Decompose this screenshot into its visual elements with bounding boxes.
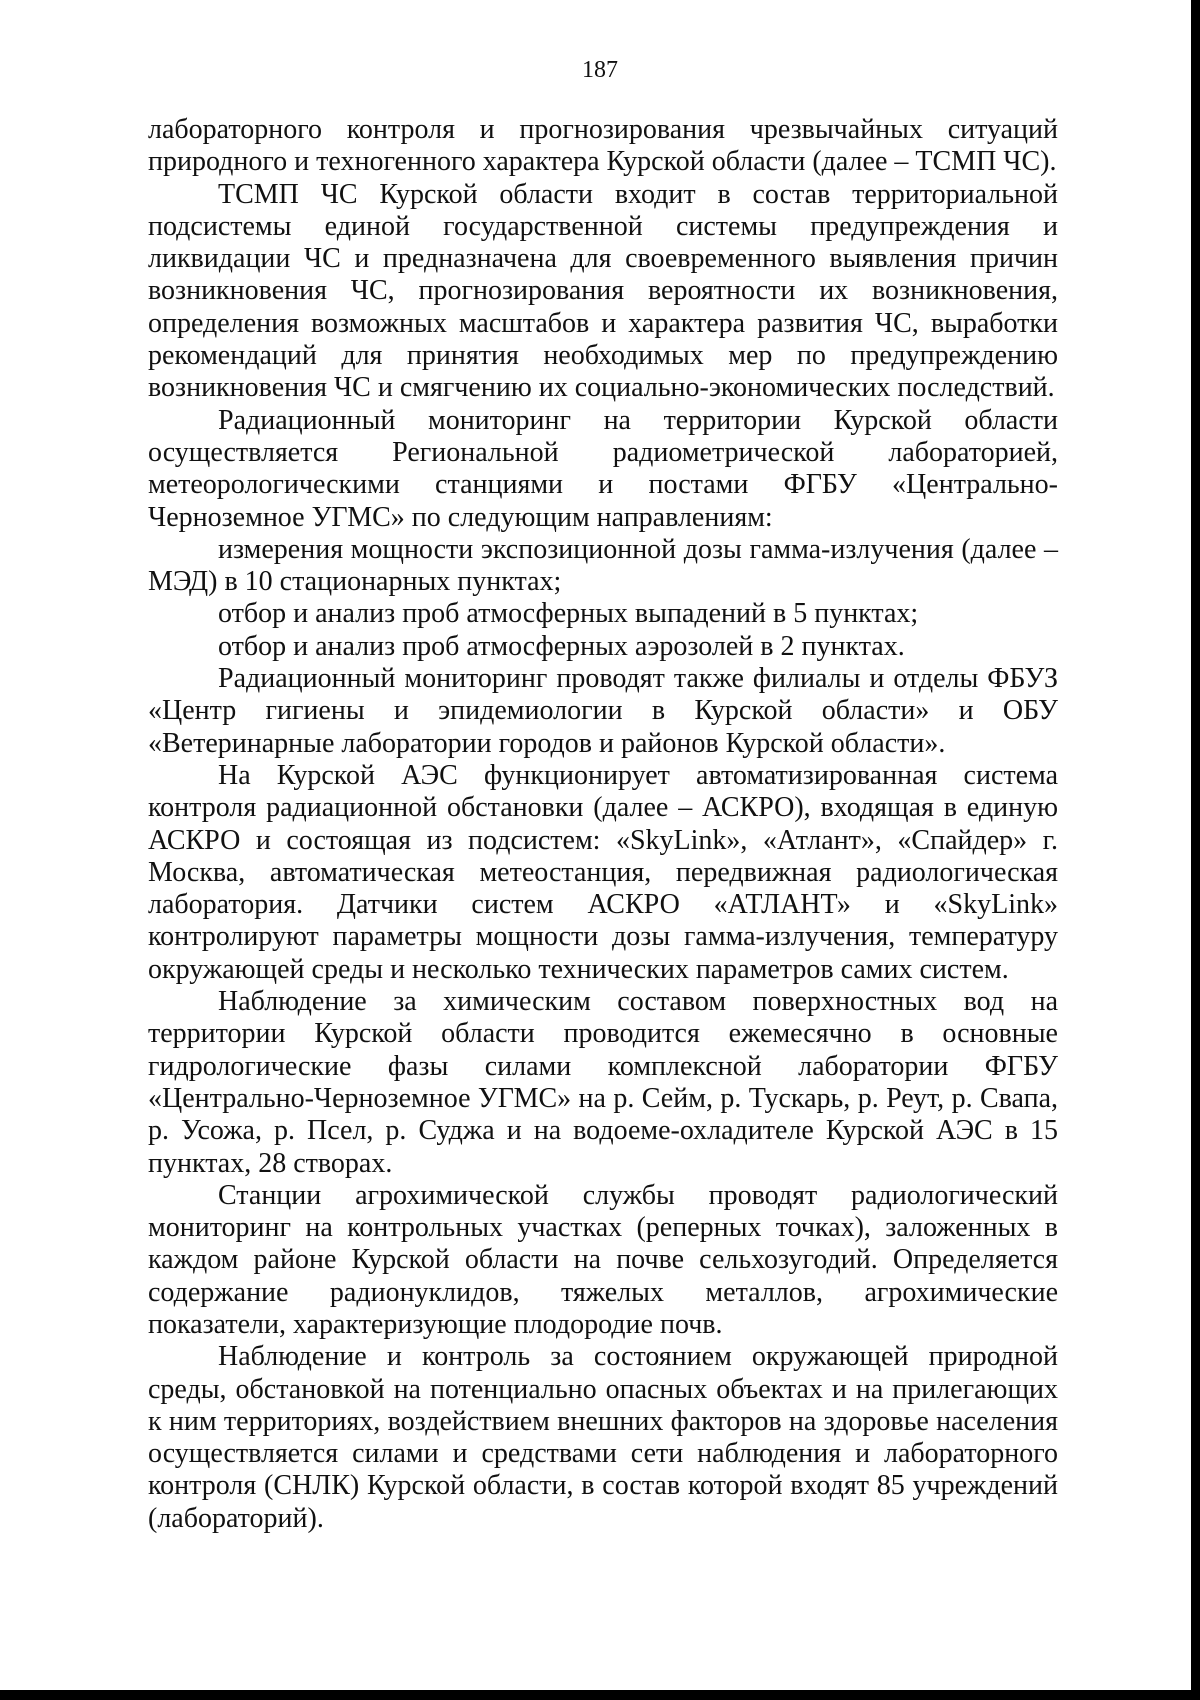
paragraph-list-item-aerosols: отбор и анализ проб атмосферных аэрозолей в 2 пунктах. bbox=[218, 630, 905, 662]
paragraph-tsmp-description: ТСМП ЧС Курской области входит в состав территориальной подсистемы единой государственной системы предупреждения и ликвидации ЧС и предназначена для своевременного выявления причин возникновения ЧС, прогнозирования вероятности их возникновения, определения возможных масштабов и характера развития ЧС, выработки рекомендаций для принятия необходимых мер по предупреждению возникновения ЧС и смягчению их социально-экономических последствий. bbox=[148, 178, 1058, 404]
page-number: 187 bbox=[582, 57, 618, 83]
paragraph-surface-water: Наблюдение за химическим составом поверхностных вод на территории Курской области проводится ежемесячно в основные гидрологические фазы силами комплексной лаборатории ФГБУ «Центрально-Черноземное УГМС» на р. Сейм, р. Тускарь, р. Реут, р. Свапа, р. Усожа, р. Псел, р. Суджа и на водоеме-охладителе Курской АЭС в 15 пунктах, 28 створах. bbox=[148, 986, 1058, 1179]
scan-border-bottom bbox=[0, 1690, 1200, 1700]
paragraph-radiation-monitoring-intro: Радиационный мониторинг на территории Курской области осуществляется Региональной радиометрической лабораторией, метеорологическими станциями и постами ФГБУ «Центрально-Черноземное УГМС» по следующим направлениям: bbox=[148, 404, 1058, 533]
paragraph-radiation-monitoring-branches: Радиационный мониторинг проводят также филиалы и отделы ФБУЗ «Центр гигиены и эпидемиологии в Курской области» и ОБУ «Ветеринарные лаборатории городов и районов Курской области». bbox=[148, 663, 1058, 759]
paragraph-agrochemical: Станции агрохимической службы проводят радиологический мониторинг на контрольных участках (реперных точках), заложенных в каждом районе Курской области на почве сельхозугодий. Определяется содержание радионуклидов, тяжелых металлов, агрохимические показатели, характеризующие плодородие почв. bbox=[148, 1179, 1058, 1340]
paragraph-list-item-fallout: отбор и анализ проб атмосферных выпадений в 5 пунктах; bbox=[218, 598, 919, 630]
paragraph-continuation: лабораторного контроля и прогнозирования чрезвычайных ситуаций природного и техногенного характера Курской области (далее – ТСМП ЧС). bbox=[148, 114, 1058, 178]
document-body bbox=[148, 114, 1058, 1535]
paragraph-askro: На Курской АЭС функционирует автоматизированная система контроля радиационной обстановки (далее – АСКРО), входящая в единую АСКРО и состоящая из подсистем: «SkyLink», «Атлант», «Спайдер» г. Москва, автоматическая метеостанция, передвижная радиологическая лаборатория. Датчики систем АСКРО «АТЛАНТ» и «SkyLink» контролируют параметры мощности дозы гамма-излучения, температуру окружающей среды и несколько технических параметров самих систем. bbox=[148, 759, 1058, 985]
paragraph-list-item-med: измерения мощности экспозиционной дозы гамма-излучения (далее – МЭД) в 10 стационарных пунктах; bbox=[148, 533, 1058, 598]
scan-border-right bbox=[1191, 0, 1200, 1700]
paragraph-snlk: Наблюдение и контроль за состоянием окружающей природной среды, обстановкой на потенциально опасных объектах и на прилегающих к ним территориях, воздействием внешних факторов на здоровье населения осуществляется силами и средствами сети наблюдения и лабораторного контроля (СНЛК) Курской области, в состав которой входят 85 учреждений (лабораторий). bbox=[148, 1341, 1058, 1534]
